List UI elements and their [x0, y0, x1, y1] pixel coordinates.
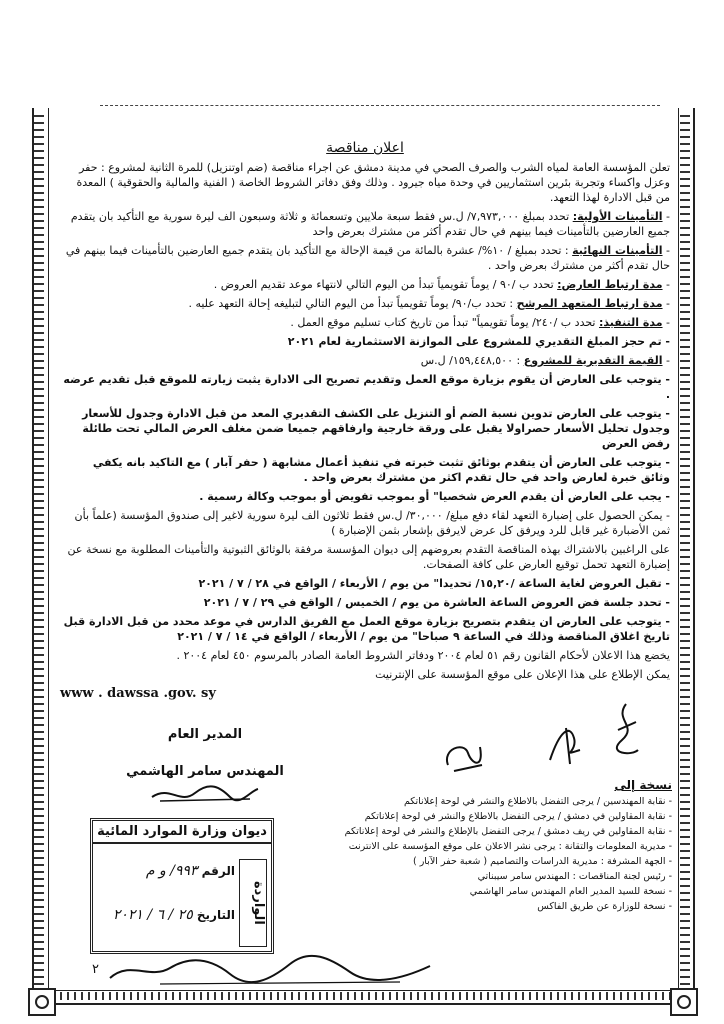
signature-block [120, 727, 290, 779]
copies-list [300, 794, 672, 914]
copy-recipient: - نقابة المقاولين في دمشق / يرجى التفضل بالاطلاع والنشر في لوحة إعلاناتكم [300, 809, 672, 824]
clause-text: : تحدد بمبلغ / ١٠%/ عشرة بالمائة من قيمة الإحالة مع التأكيد بان يتقدم جميع العارضين بالتأمينات فيما بينهم في حال تقدم أكثر من مشترك بعرض واحد . [65, 244, 670, 272]
clause-text: تحدد بمبلغ ٧,٩٧٣,٠٠٠/ ل.س فقط سبعة ملايين وتسعمائة و ثلاثة وسبعون الف ليرة سورية مع التأكيد بان يتقدم جميع العارضين بالتأمينات فيما بينهم في حال تقدم أكثر من مشترك بعرض واحد [70, 210, 670, 238]
copy-recipient: - نسخة للسيد المدير العام المهندس سامر الهاشمي [300, 884, 672, 899]
stamp-side-label: الواردة [239, 859, 267, 947]
stamp-title: ديوان وزارة الموارد المائية [93, 821, 271, 844]
clause-text: يتوجب على العارض أن يتقدم بوثائق تثبت خبرته في تنفيذ أعمال مشابهة ( حفر آبار ) مع التاكيد بانه يكفي وثائق خبرة لعارض واحد في حال تقدم اكثر من مشترك بعرض واحد . [92, 456, 670, 484]
announcement-body [60, 140, 670, 705]
page-number: ٢ [92, 962, 99, 977]
clause-text: يمكن الحصول على إضبارة التعهد لقاء دفع مبلغ/ ٣٠,٠٠٠/ ل.س فقط ثلاثون الف ليرة سورية لاغير إلى صندوق المؤسسة (علماً بأن ثمن الأضبارة غير قابل للرد ويرفق كل عرض لايرفق بإشعار بثمن الإضبارة ) [74, 509, 670, 537]
clause-item [60, 277, 670, 292]
clause-item [60, 372, 670, 402]
clause-text: تحدد ب /٢٤٠/ يوماً تقويمياً" تبدأ من تاريخ كتاب تسليم موقع العمل . [290, 316, 599, 329]
clause-item [60, 353, 670, 368]
clause-item [60, 209, 670, 239]
clause-item [60, 576, 670, 591]
stamp-date-value: ٢٥ / ٦ / ٢٠٢١ [112, 907, 193, 923]
stamp-date-row [113, 907, 235, 923]
clause-text: تم حجز المبلغ التقديري للمشروع على الموازنة الاستثمارية لعام ٢٠٢١ [287, 335, 662, 348]
copies-to [300, 778, 672, 914]
clause-item [60, 595, 670, 610]
clause-text: يمكن الإطلاع على هذا الإعلان على موقع المؤسسة على الإنترنيت [375, 668, 670, 681]
clause-label: التأمينات النهائية [572, 244, 663, 257]
clause-text: يتوجب على العارض تدوين نسبة الضم أو التنزيل على الكشف التقديري المعد من قبل الادارة وجدول للأسعار وجدول تحليل الأسعار حصراولا يقبل على ورقة خارجية وارفاقهم جميعا ضمن مغلف العرض المالي تحت طائلة رفض العرض [82, 407, 670, 450]
copy-recipient: - نقابة المقاولين في ريف دمشق / يرجى التفضل بالإطلاع والنشر في لوحة إعلاناتكم [300, 824, 672, 839]
clause-text: على الراغبين بالاشتراك بهذه المناقصة التقدم بعروضهم إلى ديوان المؤسسة مرفقة بالوثائق الثبوتية والتأمينات المطلوبة مع نسخة عن إضبارة التعهد تحمل توقيع العارض على كافة الصفحات. [67, 543, 670, 571]
clause-text: تحدد ب /٩٠ / يوماً تقويمياً تبدأ من اليوم التالي لانتهاء موعد تقديم العروض . [213, 278, 558, 291]
clause-item [60, 243, 670, 273]
corner-ornament-right [670, 988, 698, 1016]
clause-text: : تحدد ب/٩٠/ يوماً تقويمياً تبدأ من اليوم التالي لتبليغه إحالة التعهد عليه . [188, 297, 517, 310]
signatory-name: المهندس سامر الهاشمي [126, 764, 284, 779]
clause-label: القيمة التقديرية للمشروع [523, 354, 663, 367]
clause-text: : ١٥٩,٤٤٨,٥٠٠/ ل.س [420, 354, 524, 367]
clause-item [60, 508, 670, 538]
signatory-role: المدير العام [167, 727, 243, 742]
stamp-number-value: ٩٩٣/ و م [145, 863, 198, 879]
top-divider [100, 105, 660, 106]
clause-label: التأمينات الأولية: [572, 210, 663, 223]
initials-scribble-3 [608, 700, 644, 760]
intro-paragraph: تعلن المؤسسة العامة لمياه الشرب والصرف الصحي في مدينة دمشق عن اجراء مناقصة (ضم اوتنزيل) للمرة الثانية لمشروع : حفر وعزل واكساء وتجربة بئرين استثماريين في وحدة مياه جيرود . وذلك وفق دفاتر الشروط الخاصة ( الفنية والمالية والحقوقية ) المعدة من قبل الادارة لهذا التعهد. [76, 161, 670, 204]
copies-header: نسخة إلى [614, 778, 672, 792]
clause-label: مدة ارتباط المتعهد المرشح [516, 297, 663, 310]
clause-item [60, 334, 670, 349]
stamp-number-label: الرقم [201, 864, 235, 878]
clause-text: تحدد جلسة فض العروض الساعة العاشرة من يوم / الخميس / الواقع في ٢٩ / ٧ / ٢٠٢١ [203, 596, 662, 609]
incoming-stamp [90, 818, 274, 954]
border-chain-right [680, 115, 690, 985]
stamp-date-label: التاريخ [196, 908, 235, 922]
announcement-title: اعلان مناقصة [326, 140, 404, 156]
clause-item [60, 667, 670, 682]
copy-recipient: - الجهة المشرفة : مديرية الدراسات والتصاميم ( شعبة حفر الآبار ) [300, 854, 672, 869]
copy-recipient: - رئيس لجنة المناقصات : المهندس سامر سيبناتي [300, 869, 672, 884]
copy-recipient: - نسخة للوزارة عن طريق الفاكس [300, 899, 672, 914]
signature-scribble [150, 783, 260, 805]
border-chain-left [34, 115, 44, 985]
clause-item [60, 406, 670, 451]
clause-item [60, 614, 670, 644]
initials-scribble-2 [540, 720, 590, 770]
clause-item [60, 648, 670, 663]
copy-recipient: - مديرية المعلومات والتقانة : يرجى نشر الاعلان على موقع المؤسسة على الانترنت [300, 839, 672, 854]
clause-item [60, 455, 670, 485]
border-chain-bottom [60, 992, 670, 1000]
clause-item [60, 296, 670, 311]
clause-text: تقبل العروض لغاية الساعة /١٥,٢٠/ تحديدا" من يوم / الأربعاء / الواقع في ٢٨ / ٧ / ٢٠٢١ [198, 577, 662, 590]
initials-scribble-1 [440, 735, 490, 777]
corner-ornament-left [28, 988, 56, 1016]
copy-recipient: - نقابة المهندسين / يرجى التفضل بالاطلاع والنشر في لوحة إعلاناتكم [300, 794, 672, 809]
clause-label: مدة ارتباط العارض: [557, 278, 663, 291]
clause-item [60, 489, 670, 504]
clauses-list [60, 209, 670, 682]
clause-text: يتوجب على العارض أن يقوم بزيارة موقع العمل وتقديم تصريح الى الادارة يثبت زيارته للموقع قبل تقديم عرضه . [63, 373, 670, 401]
clause-text: يخضع هذا الاعلان لأحكام القانون رقم ٥١ لعام ٢٠٠٤ ودفاتر الشروط العامة الصادر بالمرسوم ٤٥٠ لعام ٢٠٠٤ . [176, 649, 670, 662]
clause-item [60, 315, 670, 330]
website-link[interactable]: www . dawssa .gov. sy [60, 686, 216, 701]
clause-text: يجب على العارض أن يقدم العرض شخصيا" أو بموجب تفويض أو بموجب وكالة رسمية . [199, 490, 662, 503]
clause-label: مدة التنفيذ: [599, 316, 663, 329]
clause-text: يتوجب على العارض ان يتقدم بتصريح بزيارة موقع العمل مع الفريق الدارس في موعد محدد من قبل الادارة قبل تاريخ اغلاق المناقصة وذلك في الساعة ٩ صباحا" من يوم / الأربعاء / الواقع في ١٤ / ٧ / ٢٠٢١ [63, 615, 670, 643]
handwritten-note-scribble [100, 950, 440, 990]
clause-item [60, 542, 670, 572]
stamp-number-row [146, 863, 235, 879]
